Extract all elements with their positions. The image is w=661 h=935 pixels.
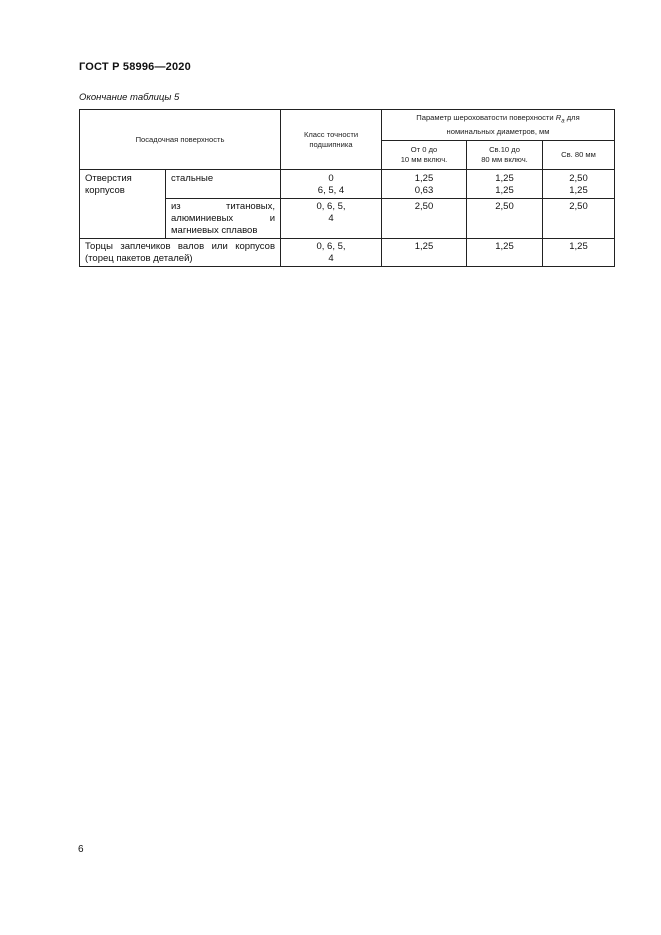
cell-value-range3: 1,25 [543, 239, 615, 267]
header-roughness-subscript: a [561, 118, 565, 125]
header-surface: Посадочная поверхность [80, 110, 281, 170]
cell-value-line1: 1,25 [414, 173, 434, 184]
cell-class-line2: 6, 5, 4 [317, 185, 345, 196]
header-bearing-class-line2: подшипника [309, 139, 353, 149]
cell-class [281, 199, 382, 239]
cell-class-line2: 4 [328, 253, 334, 264]
cell-material-steel: стальные [166, 170, 281, 199]
header-range-over-80: Св. 80 мм [543, 141, 615, 170]
cell-surface-housing-bores: Отверстия корпусов [80, 170, 166, 239]
cell-value-line1: 2,50 [569, 173, 588, 184]
cell-value-range2: 1,25 [467, 239, 543, 267]
cell-material-alloys: из титановых, алюминиевых и магниевых сплавов [166, 199, 281, 239]
cell-value-range1 [382, 170, 467, 199]
cell-value-range2: 2,50 [467, 199, 543, 239]
cell-value-line2: 1,25 [495, 185, 514, 196]
cell-value-range1: 1,25 [382, 239, 467, 267]
header-roughness-line2: номинальных диаметров, мм [446, 126, 550, 136]
header-bearing-class [281, 110, 382, 170]
table-caption: Окончание таблицы 5 [79, 92, 180, 103]
cell-class-line1: 0 [328, 173, 334, 184]
cell-value-range3: 2,50 [543, 199, 615, 239]
header-range-0-10-line1: От 0 до [410, 145, 438, 154]
cell-value-range2 [467, 170, 543, 199]
cell-value-line2: 0,63 [414, 185, 434, 196]
header-range-10-80 [467, 141, 543, 170]
header-range-10-80-line2: 80 мм включ. [481, 155, 528, 164]
cell-class [281, 170, 382, 199]
header-bearing-class-line1: Класс точности [303, 129, 359, 139]
cell-class-line1: 0, 6, 5, [316, 201, 346, 212]
cell-value-range3 [543, 170, 615, 199]
table-header-row-1 [80, 110, 615, 141]
header-range-10-80-line1: Св.10 до [489, 145, 520, 154]
header-roughness-line1 [387, 113, 609, 127]
page-number: 6 [78, 844, 84, 855]
header-roughness-prefix: Параметр шероховатости поверхности [416, 113, 554, 123]
cell-class [281, 239, 382, 267]
header-range-0-10 [382, 141, 467, 170]
table-5 [79, 109, 615, 267]
header-roughness-symbol: R [555, 113, 562, 123]
cell-surface-shoulder-faces: Торцы заплечиков валов или корпусов (торец пакетов деталей) [80, 239, 281, 267]
header-roughness-suffix: для [566, 113, 580, 123]
cell-class-line1: 0, 6, 5, [316, 241, 346, 252]
header-range-0-10-line2: 10 мм включ. [400, 155, 448, 164]
table-row [80, 170, 615, 199]
cell-value-line1: 1,25 [495, 173, 514, 184]
table-row [80, 239, 615, 267]
header-roughness-parameter [382, 110, 615, 141]
cell-value-range1: 2,50 [382, 199, 467, 239]
cell-class-line2: 4 [328, 213, 334, 224]
cell-value-line2: 1,25 [569, 185, 588, 196]
standard-code: ГОСТ Р 58996—2020 [79, 61, 191, 73]
